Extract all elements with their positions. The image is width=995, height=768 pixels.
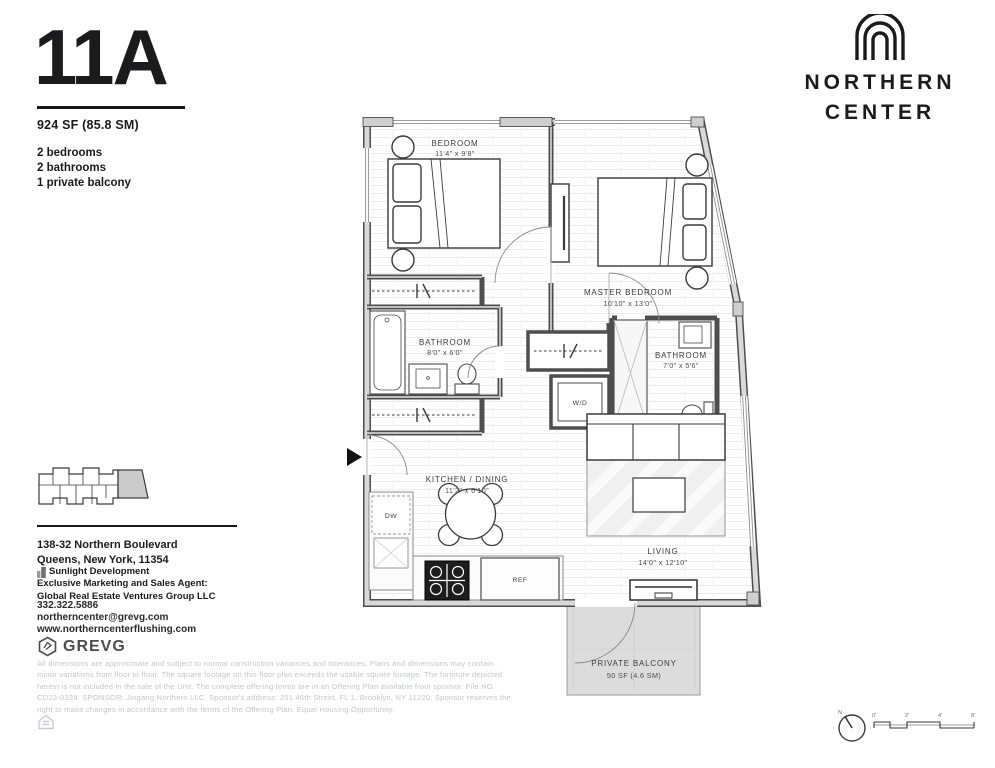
nightstand	[686, 154, 708, 176]
balcony-label: PRIVATE BALCONY	[591, 659, 677, 668]
scale-tick-2: 2'	[905, 713, 910, 719]
agent-name: Global Real Estate Ventures Group LLC	[37, 590, 216, 602]
scale-tick-4: 4'	[938, 713, 943, 719]
dining-table	[446, 489, 496, 539]
compass-icon	[838, 710, 865, 741]
brand-name-line1: NORTHERN	[804, 71, 956, 94]
grevg-hexagon-icon	[37, 636, 58, 657]
feature-bathrooms: 2 bathrooms	[37, 162, 107, 175]
master-bedroom-dims: 10'10" x 13'0"	[603, 299, 653, 308]
kitchen-label: KITCHEN / DINING	[425, 475, 509, 484]
agency-logo-text: GREVG	[63, 637, 126, 655]
media-console	[630, 580, 697, 600]
refrigerator-label: REF	[512, 577, 528, 584]
agency-logo	[37, 636, 126, 657]
toilet	[458, 364, 476, 384]
scale-tick-8: 8'	[971, 713, 976, 719]
nightstand	[392, 249, 414, 271]
pillow	[683, 225, 706, 260]
brand-name-line2: CENTER	[824, 101, 936, 125]
building-icon	[37, 567, 46, 578]
address-line2: Queens, New York, 11354	[37, 553, 169, 566]
northern-center-arch-icon	[848, 14, 912, 60]
pillow	[683, 184, 706, 219]
kitchen-dims: 11'2" x 6'10"	[444, 486, 490, 495]
info-divider	[37, 525, 237, 527]
key-plan-unit-highlight	[118, 470, 148, 498]
contact-block	[37, 600, 196, 637]
email-address: northerncenter@grevg.com	[37, 612, 169, 624]
coffee-table	[633, 478, 685, 512]
developer-name: Sunlight Development	[49, 566, 150, 577]
phone-number: 332.322.5886	[37, 600, 99, 611]
living-dims: 14'0" x 12'10"	[638, 558, 688, 567]
pillow	[393, 164, 421, 202]
dishwasher-label: DW	[384, 513, 398, 520]
feature-bedrooms: 2 bedrooms	[37, 147, 103, 159]
toilet-tank	[455, 384, 479, 394]
developer-block	[37, 566, 215, 603]
pillow	[393, 206, 421, 243]
unit-area: 924 SF (85.8 SM)	[37, 118, 139, 132]
brand-logo-block	[790, 14, 970, 125]
compass-and-scale	[834, 704, 984, 746]
address-block	[37, 538, 178, 568]
agent-label: Exclusive Marketing and Sales Agent:	[37, 578, 208, 590]
floor-plan	[345, 106, 765, 706]
bedroom-dims: 11'4" x 9'8"	[435, 149, 475, 158]
nightstand	[392, 136, 414, 158]
building-key-plan	[36, 458, 154, 523]
unit-features	[37, 146, 131, 192]
bathroom2-label: BATHROOM	[654, 351, 708, 360]
legal-disclaimer: All dimensions are approximate and subject to normal construction variances and tolerances. Plans and dimensions may contain minor variations from floor to floor. The square footage on this floor plan exceeds the usable square footage. The furniture depicted herein is not included in the sale of the Unit. The complete offering terms are in an Offering Plan available from sponsor. File NO. CD23-0339. SPONSOR: Jingang Northern LLC. Sponsor's address: 201 46th Street, FL 1, Brooklyn, NY 11220. Sponsor reserves the right to make changes in accordance with the terms of the Offering Plan. Equal Housing Opportunity.	[37, 659, 511, 714]
sofa	[587, 414, 725, 460]
unit-name: 11A	[34, 13, 167, 101]
compass-north-label: N	[838, 710, 842, 716]
entry-arrow-icon	[347, 448, 362, 466]
bathroom1-dims: 8'0" x 6'0"	[427, 348, 463, 357]
nightstand	[686, 267, 708, 289]
feature-balcony: 1 private balcony	[37, 177, 131, 190]
bathroom1-label: BATHROOM	[418, 338, 472, 347]
master-bedroom-label: MASTER BEDROOM	[583, 288, 673, 297]
equal-housing-icon	[37, 714, 55, 735]
living-label: LIVING	[647, 547, 679, 556]
address-line1: 138-32 Northern Boulevard	[37, 539, 178, 551]
tv-console	[551, 184, 569, 262]
website-url: www.northerncenterflushing.com	[37, 624, 197, 636]
washer-dryer-label: W/D	[572, 400, 588, 407]
scale-tick-0: 0'	[872, 713, 877, 719]
balcony-dims: 50 SF (4.6 SM)	[606, 671, 662, 680]
bathroom2-dims: 7'0" x 5'6"	[663, 361, 699, 370]
scale-bar	[872, 713, 975, 728]
title-divider	[37, 106, 185, 109]
bedroom-label: BEDROOM	[431, 139, 479, 148]
